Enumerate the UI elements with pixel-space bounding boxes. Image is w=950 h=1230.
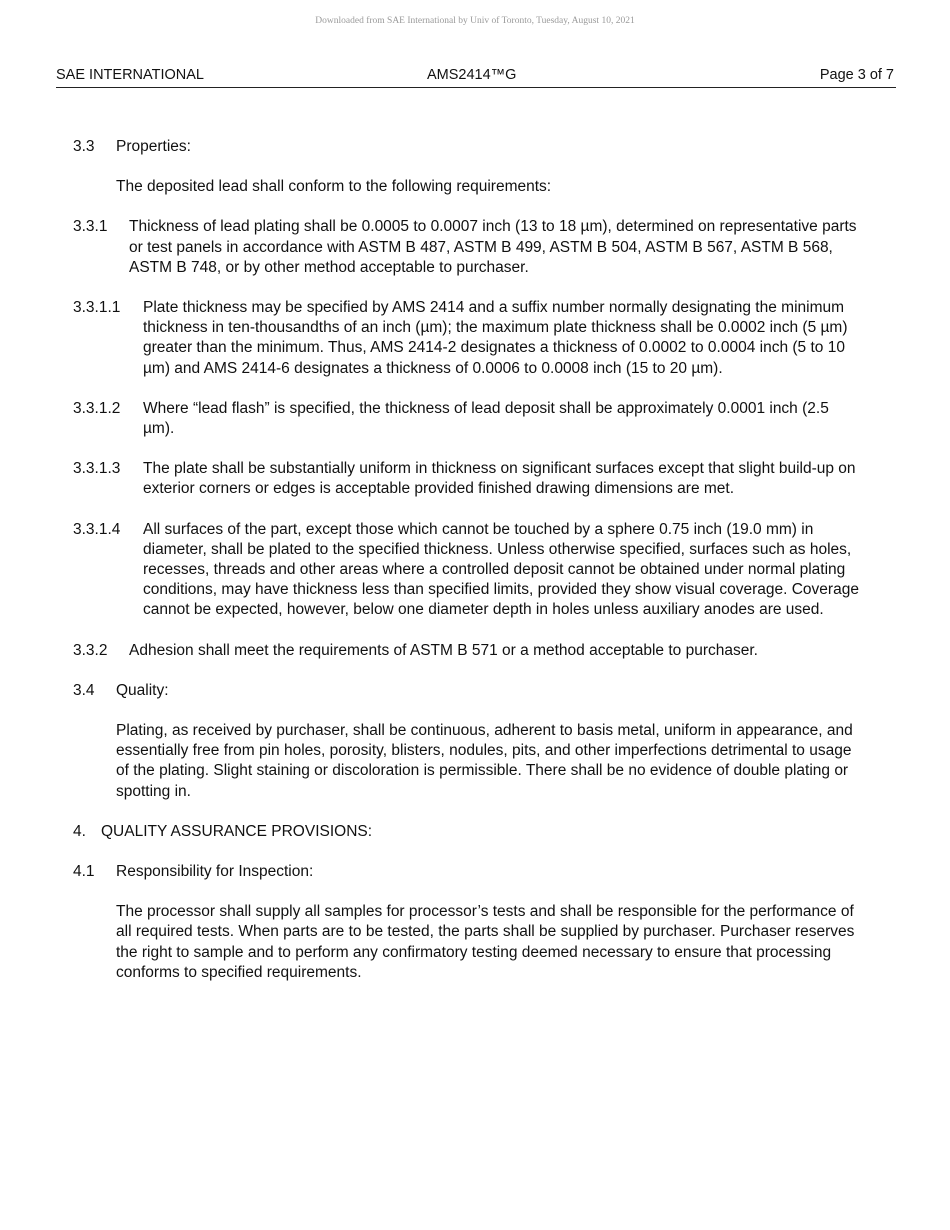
section-number: 4. — [73, 822, 86, 840]
section-number: 4.1 — [73, 863, 95, 881]
section-number: 3.3.1.2 — [73, 399, 121, 417]
section-number: 3.3 — [73, 138, 95, 155]
section-3-4-heading — [73, 681, 863, 701]
section-number: 3.3.1.1 — [73, 299, 121, 317]
section-3-4-text: Plating, as received by purchaser, shall be continuous, adherent to basis metal, uniform in appearance, and essentially free from pin holes, porosity, blisters, nodules, pits, and other imperfections detrimental to usage of the plating. Slight staining or discoloration is permissible. There shall be no evidence of double plating or spotting in. — [116, 722, 853, 800]
section-3-3-1-2 — [73, 399, 863, 439]
section-number: 3.3.1.4 — [73, 520, 121, 538]
section-number: 3.3.2 — [73, 641, 108, 659]
section-4-heading — [73, 822, 863, 842]
section-3-3-1-3 — [73, 459, 863, 499]
header-doc-id: AMS2414™G — [427, 67, 517, 83]
section-title: Quality: — [116, 681, 169, 699]
header-page-number: Page 3 of 7 — [819, 67, 894, 83]
section-text: Adhesion shall meet the requirements of ASTM B 571 or a method acceptable to purchaser. — [129, 641, 758, 659]
section-3-3-1 — [73, 217, 863, 278]
section-title: Properties: — [116, 138, 191, 155]
section-3-3-intro: The deposited lead shall conform to the following requirements: — [116, 178, 552, 196]
section-4-1-text: The processor shall supply all samples for processor’s tests and shall be responsible for the performance of all required tests. When parts are to be tested, the parts shall be supplied by purchaser. Purchaser reserves the right to sample and to perform any confirmatory testing deemed necessary to ensure that processing conforms to specified requirements. — [116, 903, 855, 981]
section-text: All surfaces of the part, except those which cannot be touched by a sphere 0.75 inch (19.0 mm) in diameter, shall be plated to the specified thickness. Unless otherwise specified, surfaces such as holes, recesses, threads and other areas where a controlled deposit cannot be obtained under normal plating conditions, may have thickness less than specified limits, provided they show visual coverage. Coverage cannot be expected, however, below one diameter depth in holes unless auxiliary anodes are used. — [143, 520, 859, 619]
section-title: Responsibility for Inspection: — [116, 863, 314, 881]
section-number: 3.4 — [73, 681, 95, 699]
section-text: The plate shall be substantially uniform in thickness on significant surfaces except that slight build-up on exterior corners or edges is acceptable provided finished drawing dimensions are met. — [143, 460, 856, 498]
section-title: QUALITY ASSURANCE PROVISIONS: — [101, 822, 373, 840]
document-body — [73, 137, 863, 1003]
page-header — [56, 67, 896, 88]
section-text: Plate thickness may be specified by AMS 2414 and a suffix number normally designating the minimum thickness in ten-thousandths of an inch (µm); the maximum plate thickness shall be 0.0002 inch (5 µm) greater than the minimum. Thus, AMS 2414-2 designates a thickness of 0.0002 to 0.0004 inch (5 to 10 µm) and AMS 2414-6 designates a thickness of 0.0006 to 0.0008 inch (15 to 20 µm). — [143, 299, 848, 377]
section-4-1-heading — [73, 862, 863, 882]
section-text: Thickness of lead plating shall be 0.0005 to 0.0007 inch (13 to 18 µm), determined on representative parts or test panels in accordance with ASTM B 487, ASTM B 499, ASTM B 504, ASTM B 567, ASTM B 568, ASTM B 748, or by other method acceptable to purchaser. — [129, 218, 857, 276]
section-number: 3.3.1 — [73, 218, 108, 236]
section-3-3-1-4 — [73, 520, 863, 621]
section-number: 3.3.1.3 — [73, 460, 121, 478]
section-text: Where “lead flash” is specified, the thickness of lead deposit shall be approximately 0.0001 inch (2.5 µm). — [143, 399, 829, 438]
header-org: SAE INTERNATIONAL — [56, 67, 204, 83]
download-watermark: Downloaded from SAE International by Univ of Toronto, Tuesday, August 10, 2021 — [315, 16, 635, 26]
section-3-3-heading — [73, 137, 863, 157]
section-3-3-1-1 — [73, 298, 863, 379]
section-3-3-2 — [73, 641, 863, 661]
